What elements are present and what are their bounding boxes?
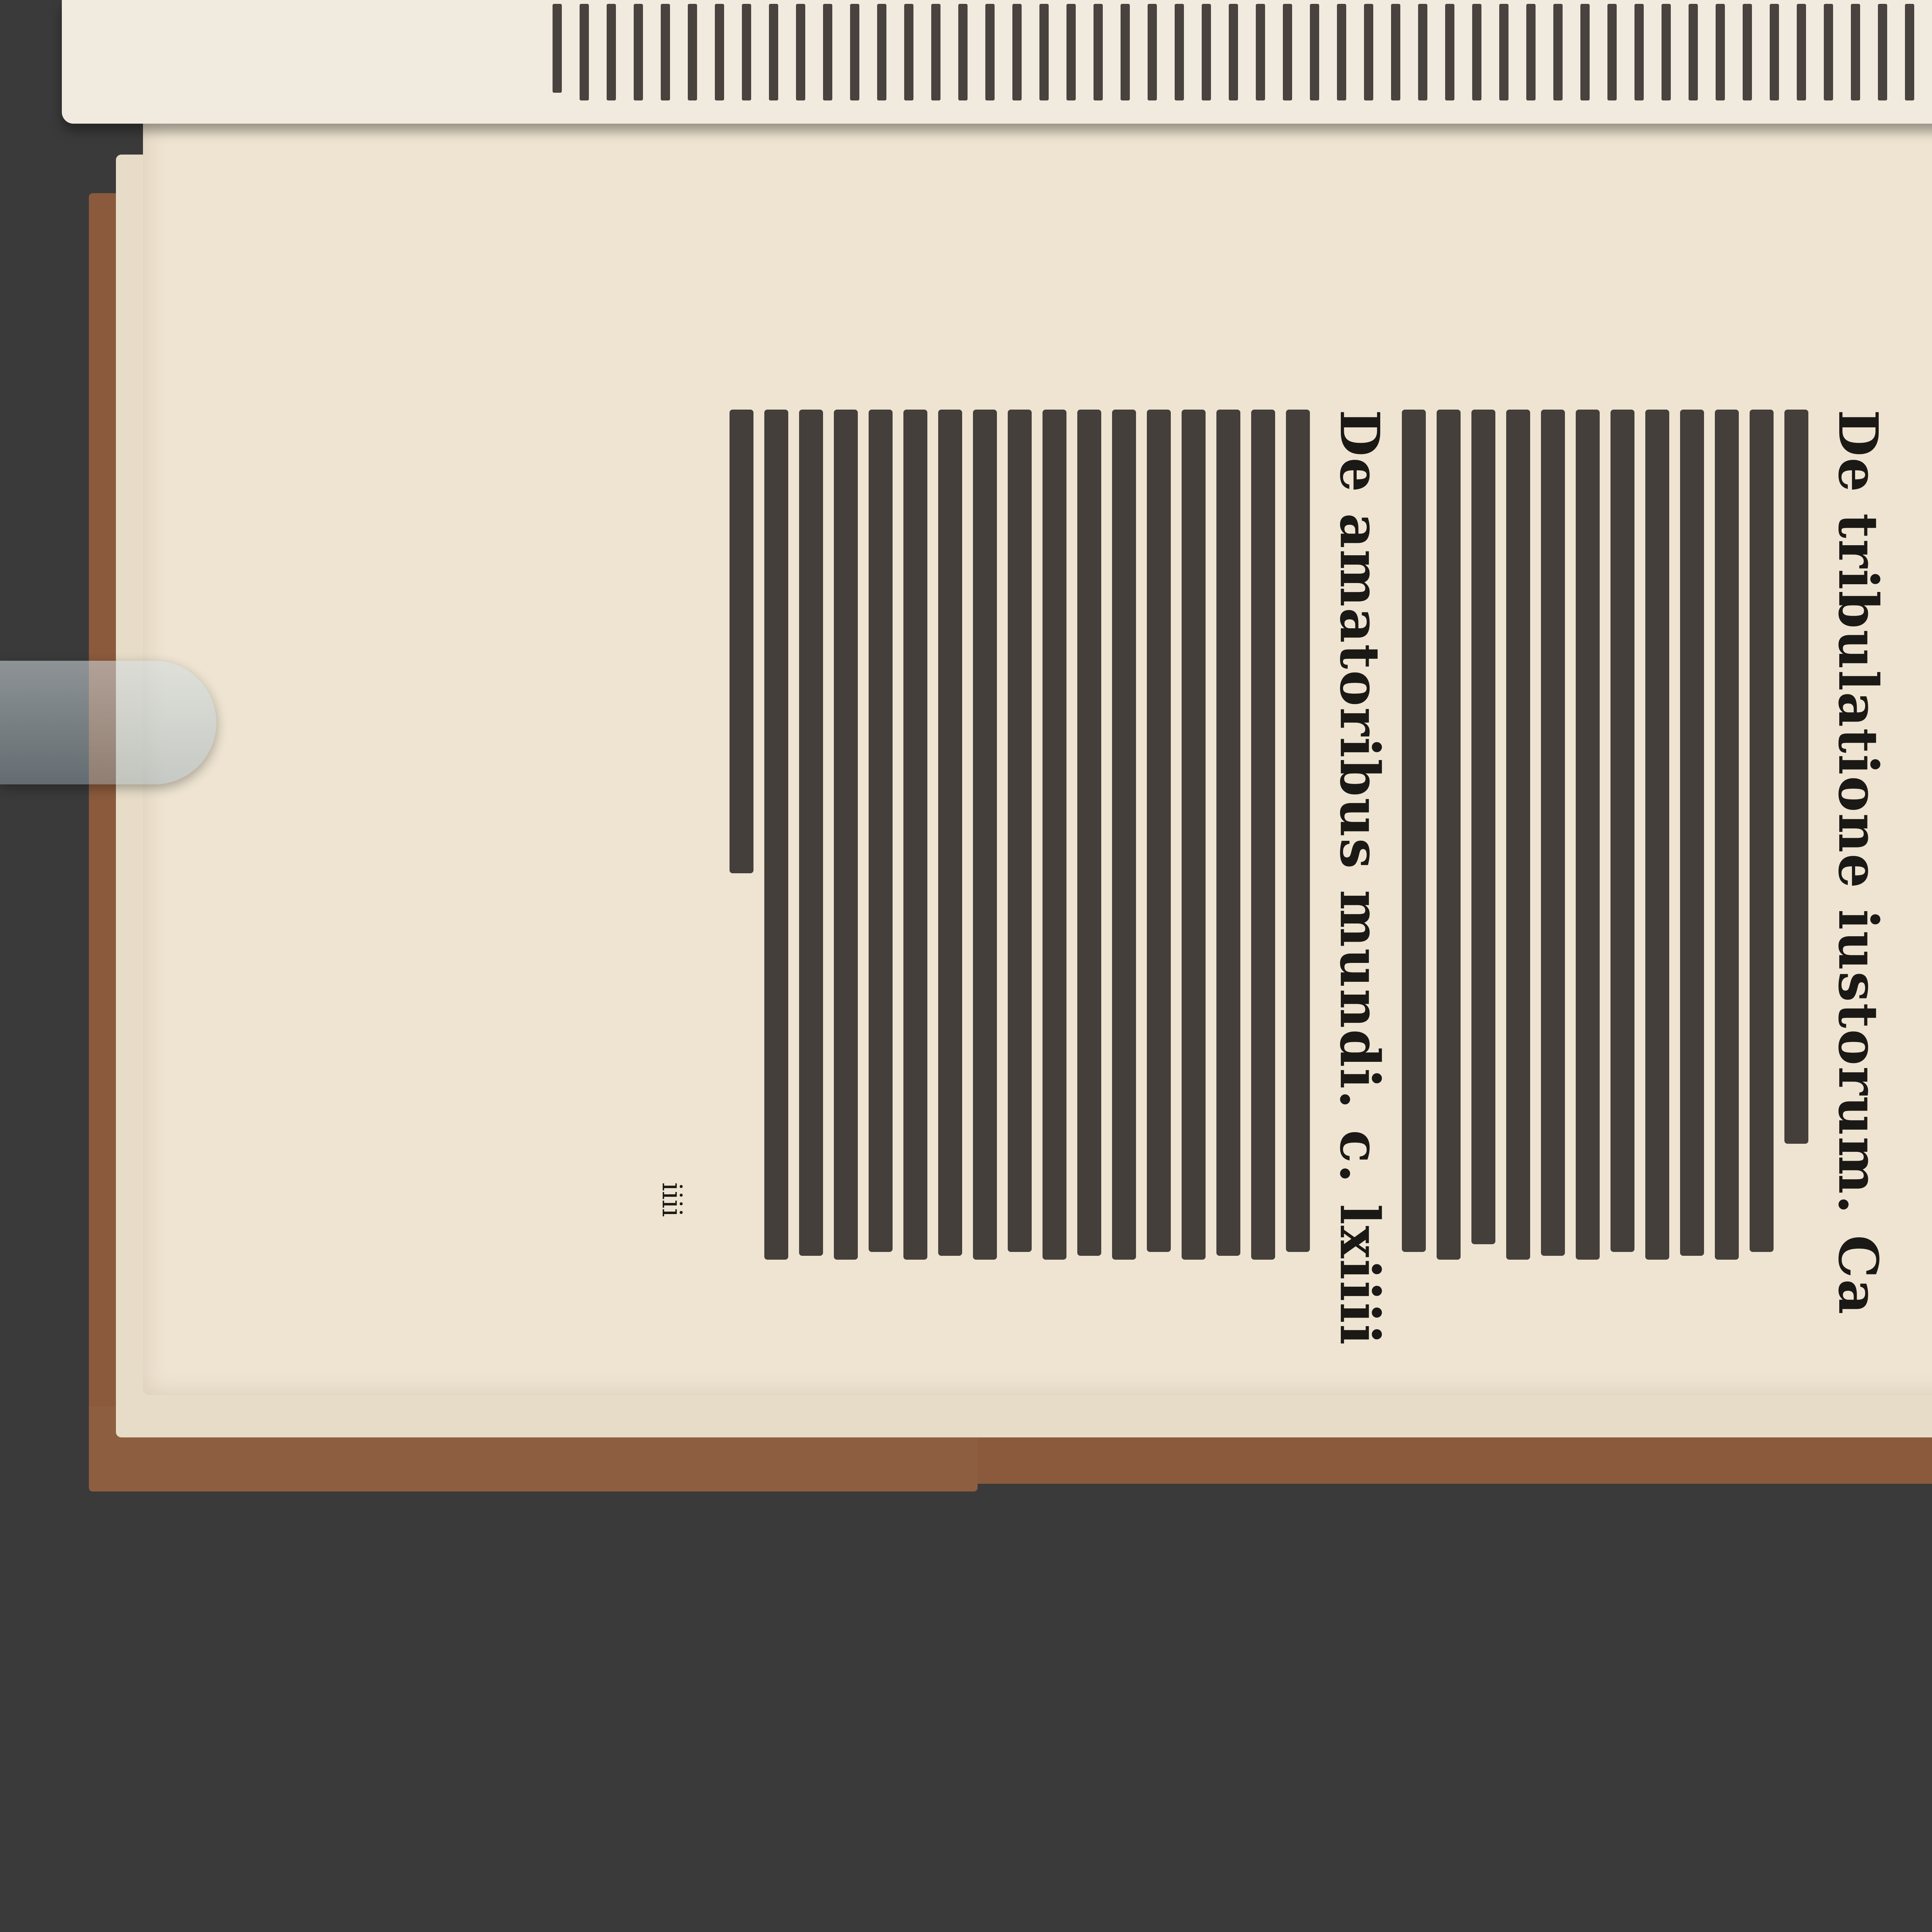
rotated-text: [587, 386, 1932, 1346]
text-line: [1112, 410, 1136, 1260]
text-line: [1750, 410, 1774, 1252]
facing-text-line: [1012, 4, 1022, 100]
facing-text-line: [661, 4, 670, 100]
text-line: [1471, 410, 1495, 1244]
signature-mark: iiii: [656, 1182, 688, 1217]
facing-text-line: [580, 4, 589, 100]
text-line: [1008, 410, 1032, 1252]
facing-text-line: [1391, 4, 1400, 100]
text-line: [1077, 410, 1101, 1256]
facing-text-line: [553, 4, 562, 93]
facing-text-line: [877, 4, 886, 100]
chapter-heading: De tribulatione iustorum. Ca: [1826, 410, 1889, 1316]
facing-text-line: [1066, 4, 1076, 100]
facing-text-line: [1039, 4, 1049, 100]
facing-text-line: [850, 4, 859, 100]
facing-text-line: [769, 4, 778, 100]
facing-text-line: [1662, 4, 1671, 100]
text-line: [1541, 410, 1565, 1256]
text-line: [903, 410, 927, 1260]
text-line: [1286, 410, 1310, 1252]
text-line: [973, 410, 997, 1260]
facing-text-line: [1716, 4, 1725, 100]
section-heading: De amatoribus mundi. c. lxiiii: [1328, 410, 1391, 1346]
text-line: [1043, 410, 1066, 1260]
text-line: [938, 410, 962, 1256]
facing-text-line: [634, 4, 643, 100]
facing-text-line: [607, 4, 616, 100]
facing-text-line: [1229, 4, 1238, 100]
facing-text-line: [1526, 4, 1536, 100]
text-line: [1611, 410, 1634, 1252]
facing-text-line: [1283, 4, 1292, 100]
facing-text-line: [1472, 4, 1481, 100]
facing-text-line: [1607, 4, 1617, 100]
text-line: [869, 410, 893, 1252]
text-line: [1680, 410, 1704, 1256]
facing-text-line: [1364, 4, 1373, 100]
acrylic-page-weight-left: [0, 661, 216, 784]
text-line: [1437, 410, 1461, 1260]
text-line: [1576, 410, 1600, 1260]
facing-text-line: [1445, 4, 1454, 100]
facing-text-line: [1770, 4, 1779, 100]
facing-text-line: [1175, 4, 1184, 100]
facing-text-line: [1202, 4, 1211, 100]
text-line: [834, 410, 858, 1260]
text-line: [1216, 410, 1240, 1256]
facing-text-line: [1310, 4, 1319, 100]
facing-page: [62, 0, 1932, 124]
printed-text-block: [587, 386, 1932, 1346]
facing-text-line: [1743, 4, 1752, 100]
facing-text-line: [1256, 4, 1265, 100]
facing-text-line: [1148, 4, 1157, 100]
facing-text-line: [688, 4, 697, 100]
facing-text-line: [1905, 4, 1914, 100]
book-page: [143, 116, 1932, 1395]
facing-text-line: [1418, 4, 1427, 100]
facing-text-line: [1634, 4, 1644, 100]
facing-text-line: [1689, 4, 1698, 100]
facing-page-text: [537, 0, 1932, 104]
facing-text-line: [1121, 4, 1130, 100]
facing-text-line: [715, 4, 724, 100]
facing-text-line: [1851, 4, 1860, 100]
facing-text-line: [1553, 4, 1563, 100]
text-line: [1147, 410, 1171, 1252]
text-line: [1645, 410, 1669, 1260]
facing-text-line: [823, 4, 832, 100]
facing-text-line: [904, 4, 913, 100]
text-line: [1506, 410, 1530, 1260]
facing-text-line: [931, 4, 940, 100]
text-line: [1251, 410, 1275, 1260]
text-line: [730, 410, 753, 873]
text-line: [1402, 410, 1426, 1252]
facing-text-line: [1499, 4, 1509, 100]
text-line: [1715, 410, 1739, 1260]
text-line: [764, 410, 788, 1260]
facing-text-line: [1094, 4, 1103, 100]
text-line: [799, 410, 823, 1256]
facing-text-line: [796, 4, 805, 100]
facing-text-line: [742, 4, 751, 100]
facing-text-line: [1797, 4, 1806, 100]
facing-text-line: [1878, 4, 1887, 100]
facing-text-line: [958, 4, 968, 100]
text-line: [1784, 410, 1808, 1144]
facing-text-line: [1824, 4, 1833, 100]
facing-text-line: [1580, 4, 1590, 100]
text-line: [1182, 410, 1206, 1260]
facing-text-line: [985, 4, 995, 100]
facing-text-line: [1337, 4, 1346, 100]
